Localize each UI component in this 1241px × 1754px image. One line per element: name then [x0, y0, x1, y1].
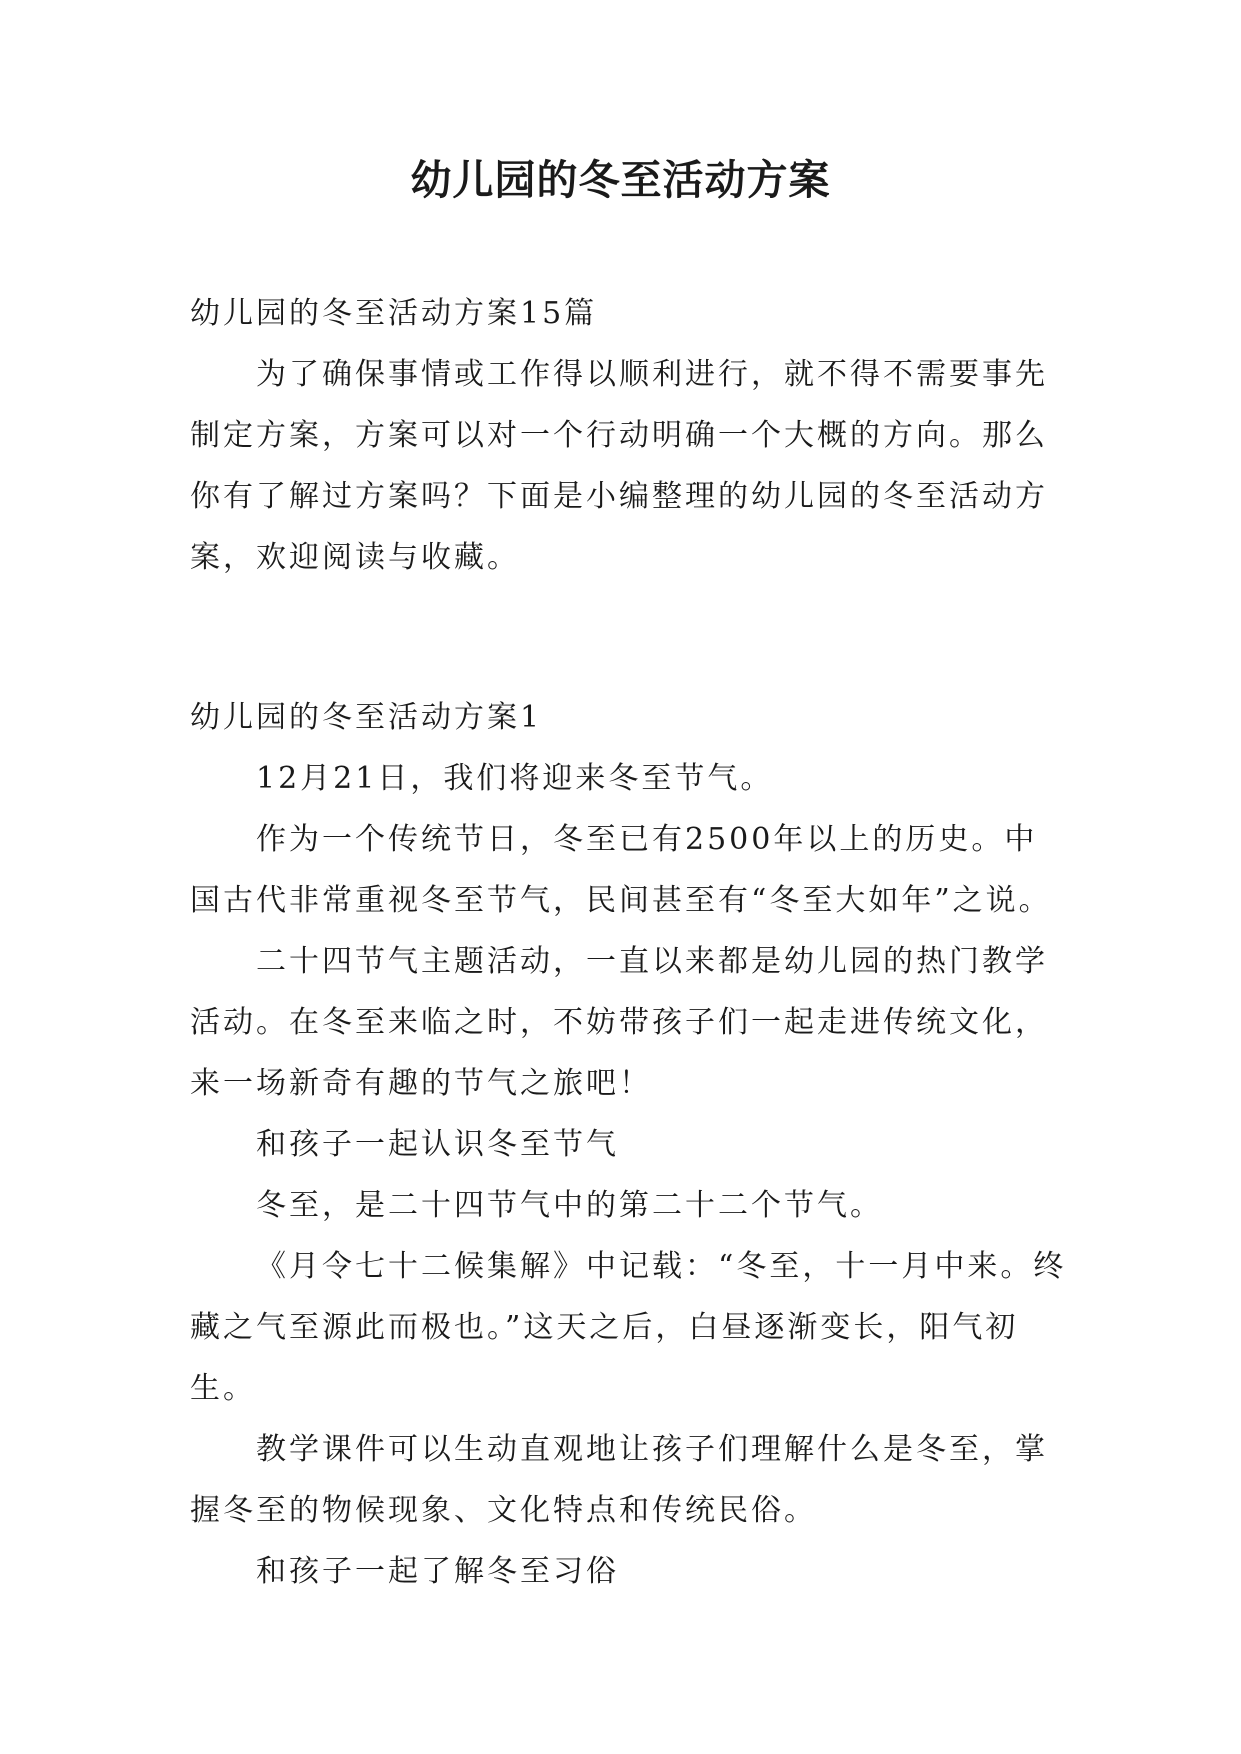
- subheading: 和孩子一起了解冬至习俗: [256, 1554, 619, 1589]
- paragraph: 二十四节气主题活动，一直以来都是幼儿园的热门教学活动。在冬至来临之时，不妨带孩子们一起走进传统文化，来一场新奇有趣的节气之旅吧！: [190, 944, 1048, 1101]
- subheading: 和孩子一起认识冬至节气: [256, 1127, 619, 1162]
- paragraph: 教学课件可以生动直观地让孩子们理解什么是冬至，掌握冬至的物候现象、文化特点和传统民俗。: [190, 1432, 1048, 1528]
- document-title: 幼儿园的冬至活动方案: [410, 156, 831, 204]
- section-heading: 幼儿园的冬至活动方案1: [190, 700, 543, 735]
- intro-heading: 幼儿园的冬至活动方案15篇: [190, 296, 598, 331]
- intro-section: [190, 283, 1070, 588]
- paragraph: 作为一个传统节日，冬至已有2500年以上的历史。中国古代非常重视冬至节气，民间甚至有“冬至大如年”之说。: [190, 822, 1052, 918]
- paragraph: 冬至，是二十四节气中的第二十二个节气。: [256, 1188, 883, 1223]
- intro-paragraph: 为了确保事情或工作得以顺利进行，就不得不需要事先制定方案，方案可以对一个行动明确一个大概的方向。那么你有了解过方案吗？下面是小编整理的幼儿园的冬至活动方案，欢迎阅读与收藏。: [190, 357, 1048, 575]
- paragraph: 《月令七十二候集解》中记载：“冬至，十一月中来。终藏之气至源此而极也。”这天之后，白昼逐渐变长，阳气初生。: [190, 1249, 1067, 1406]
- paragraph: 12月21日，我们将迎来冬至节气。: [256, 761, 774, 796]
- section-1: [190, 687, 1070, 1602]
